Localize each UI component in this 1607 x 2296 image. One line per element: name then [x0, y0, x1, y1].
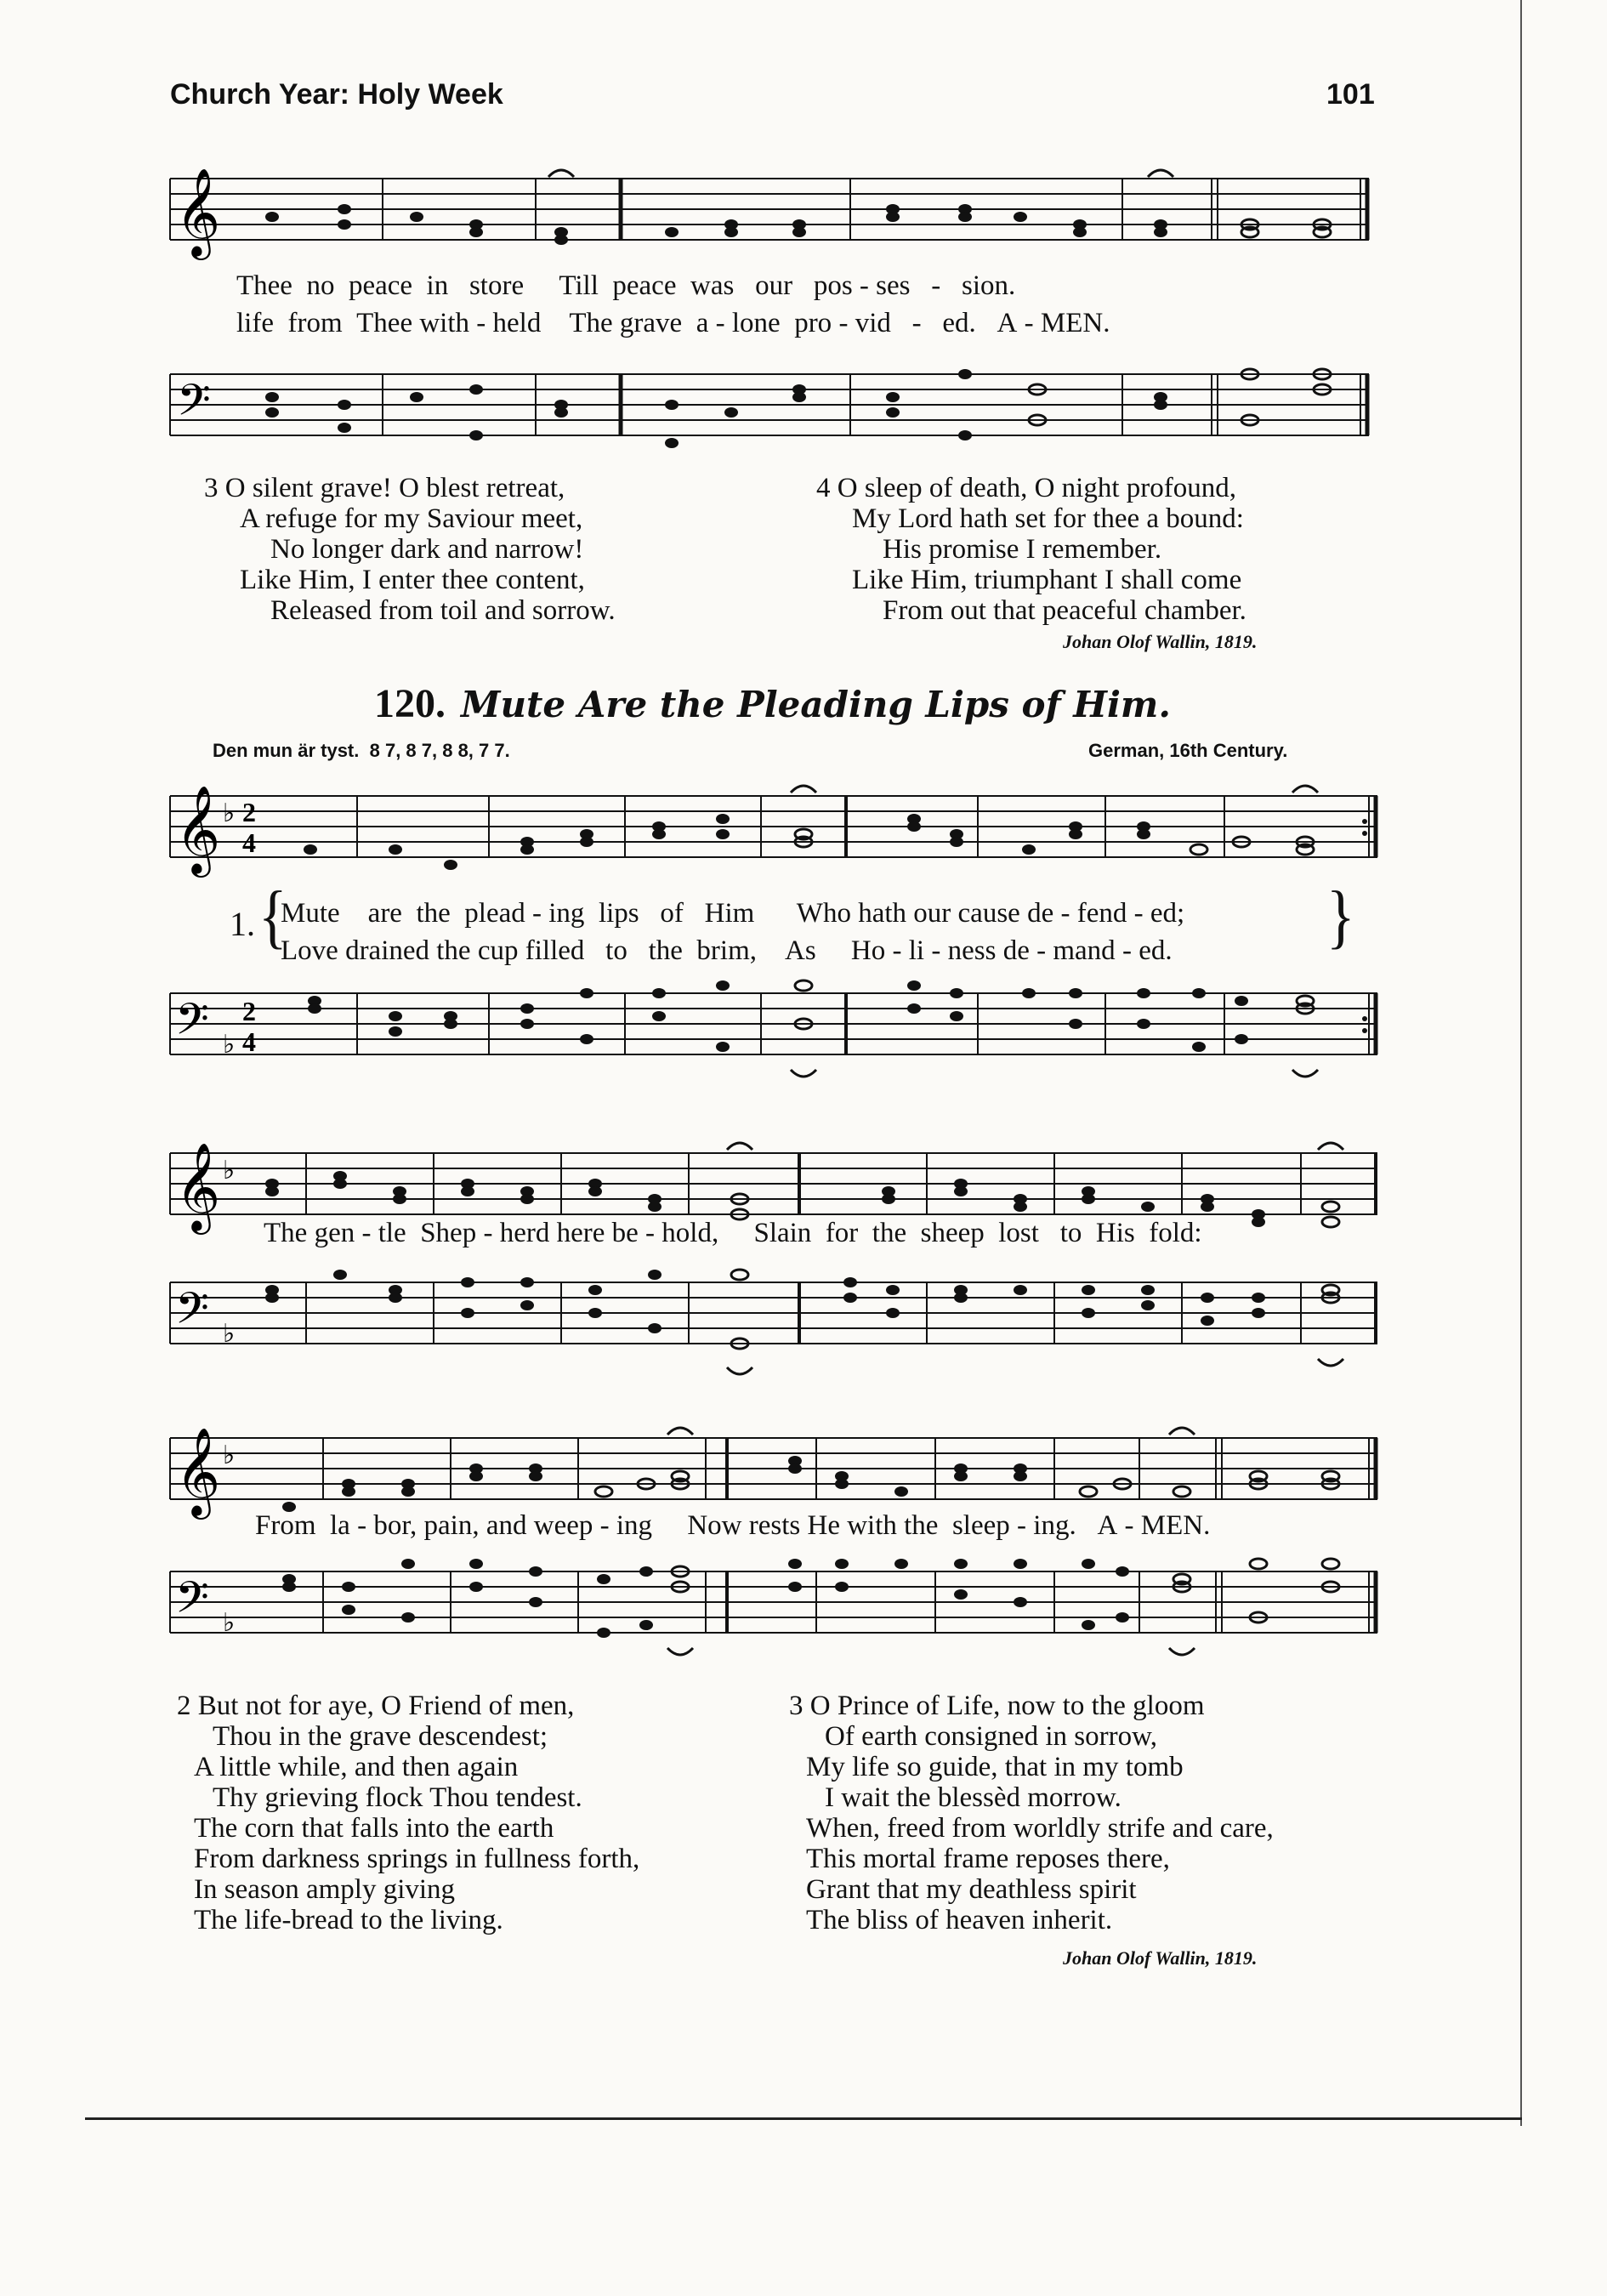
svg-text:♭: ♭ [223, 1030, 236, 1060]
svg-text:♭: ♭ [223, 1319, 236, 1349]
meter: 8 7, 8 7, 8 8, 7 7. [369, 740, 510, 761]
svg-text:♭: ♭ [223, 1441, 236, 1470]
music-staff-120-s2-bass [0, 1259, 1607, 1386]
svg-text:𝄞: 𝄞 [175, 785, 221, 874]
svg-text:2: 2 [242, 797, 256, 827]
tune-name: Den mun är tyst. [213, 740, 360, 761]
stanza-1-number: 1. [230, 905, 255, 943]
hymn119-stanza-4: 4 O sleep of death, O night profound, My Lord hath set for thee a bound: His promise I remember. Like Him, triumphant I shall come From out that peaceful chamber. [816, 473, 1246, 626]
hymn120-stanza-2: 2 But not for aye, O Friend of men, Thou in the grave descendest; A little while, and then again Thy grieving flock Thou tendest. The corn that falls into the earth From darkness springs in fullness forth, In season amply giving The life-bread to the living. [177, 1691, 640, 1935]
hymn119-lyric-line-2: life from Thee with - held The grave a - lone pro - vid - ed. A - MEN. [236, 308, 1110, 338]
svg-text:2: 2 [242, 996, 256, 1026]
left-brace: { [258, 878, 287, 957]
hymn119-lyric-line-1: Thee no peace in store Till peace was our pos - ses - sion. [236, 270, 1016, 301]
hymn120-s3-lyric-line: From la - bor, pain, and weep - ing Now rests He with the sleep - ing. A - MEN. [255, 1510, 1211, 1541]
bottom-rule [85, 2117, 1522, 2120]
tune-source: German, 16th Century. [1088, 740, 1288, 761]
svg-text:♭: ♭ [223, 1608, 236, 1638]
hymn-number: 120. [374, 681, 446, 726]
svg-text:𝄢: 𝄢 [175, 1282, 209, 1344]
hymn120-credit: Johan Olof Wallin, 1819. [1063, 1947, 1258, 1969]
svg-text:♭: ♭ [223, 798, 236, 828]
svg-text:𝄞: 𝄞 [175, 168, 221, 257]
svg-text:𝄢: 𝄢 [177, 374, 211, 436]
music-staff-120-s3-bass [0, 1548, 1607, 1675]
music-staff-120-s1-treble [0, 774, 1607, 893]
hymn120-s1-lyric-line-2: Love drained the cup filled to the brim, As Ho - li - ness de - mand - ed. [281, 935, 1173, 966]
svg-text:4: 4 [242, 1026, 256, 1057]
hymn120-s2-lyric-line: The gen - tle Shep - herd here be - hold, Slain for the sheep lost to His fold: [264, 1218, 1202, 1248]
music-staff-119-treble [0, 162, 1607, 272]
page-number: 101 [1326, 78, 1375, 111]
music-staff-120-s1-bass [0, 969, 1607, 1088]
hymn-name: Mute Are the Pleading Lips of Him. [461, 684, 1171, 725]
svg-text:𝄞: 𝄞 [175, 1142, 221, 1231]
right-brace: } [1326, 878, 1355, 957]
hymn119-credit: Johan Olof Wallin, 1819. [1063, 631, 1258, 652]
hymn-title [374, 680, 1171, 727]
stanza-number: 3 [204, 473, 219, 503]
music-staff-119-bass [0, 349, 1607, 459]
stanza-number: 4 [816, 473, 831, 503]
hymn120-s1-lyric-line-1: Mute are the plead - ing lips of Him Who hath our cause de - fend - ed; [281, 898, 1185, 929]
svg-text:4: 4 [242, 827, 256, 858]
hymn119-stanza-3: 3 O silent grave! O blest retreat, A refuge for my Saviour meet, No longer dark and narrow! Like Him, I enter thee content, Released from toil and sorrow. [204, 473, 616, 626]
svg-text:𝄢: 𝄢 [175, 993, 209, 1055]
running-head: Church Year: Holy Week [170, 78, 503, 111]
stanza-number: 2 [177, 1691, 191, 1721]
svg-text:♭: ♭ [223, 1156, 236, 1185]
hymn120-stanza-3: 3 O Prince of Life, now to the gloom Of earth consigned in sorrow, My life so guide, that in my tomb I wait the blessèd morrow. When, freed from worldly strife and care, This mortal frame reposes there, Grant that my deathless spirit The bliss of heaven inherit. [789, 1691, 1274, 1935]
tune-and-meter [213, 740, 510, 762]
stanza-number: 3 [789, 1691, 804, 1721]
svg-text:𝄢: 𝄢 [175, 1571, 209, 1634]
svg-text:𝄞: 𝄞 [175, 1427, 221, 1516]
